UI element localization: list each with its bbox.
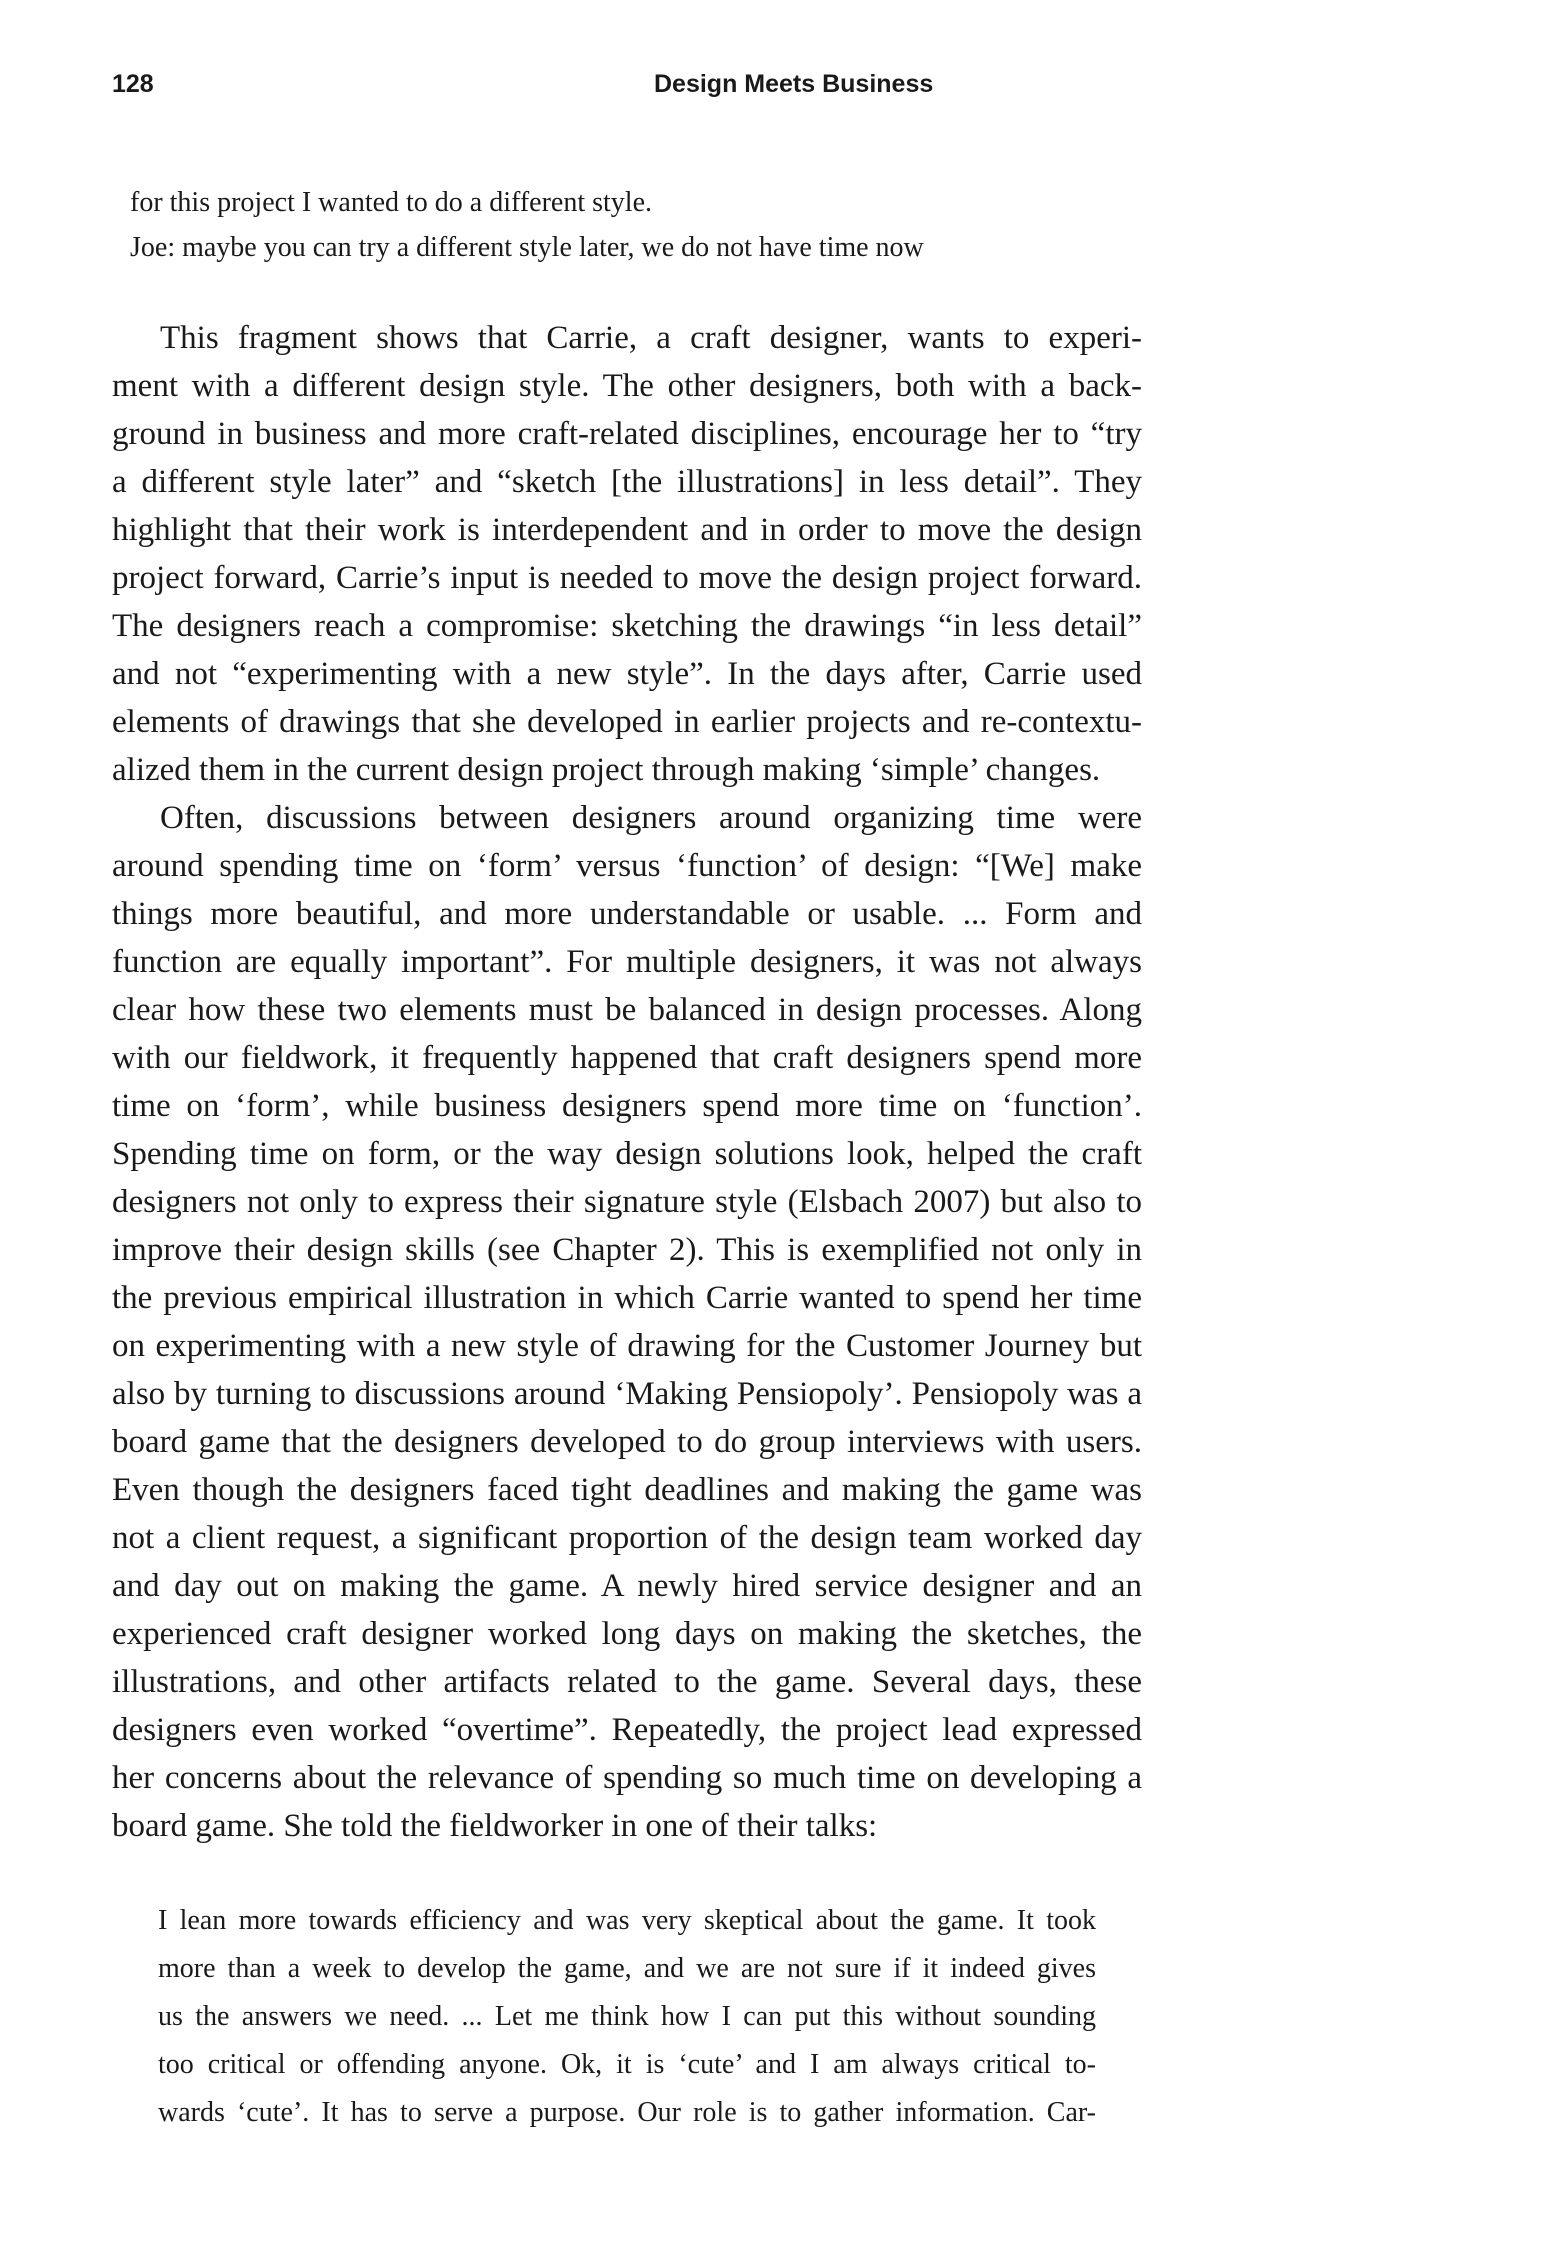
quote-line: too critical or offending anyone. Ok, it is ‘cute’ and I am always critical to-	[158, 2049, 1096, 2080]
paragraph-line: her concerns about the relevance of spending so much time on developing a	[112, 1760, 1142, 1796]
paragraph-line: function are equally important”. For multiple designers, it was not always	[112, 944, 1142, 980]
paragraph-line: around spending time on ‘form’ versus ‘function’ of design: “[We] make	[112, 848, 1142, 884]
paragraph-line: highlight that their work is interdependent and in order to move the design	[112, 512, 1142, 548]
paragraph-line: experienced craft designer worked long days on making the sketches, the	[112, 1616, 1142, 1652]
quote-line: I lean more towards efficiency and was very skeptical about the game. It took	[158, 1905, 1096, 1936]
paragraph-line: illustrations, and other artifacts related to the game. Several days, these	[112, 1664, 1142, 1700]
paragraph-line: Even though the designers faced tight deadlines and making the game was	[112, 1472, 1142, 1508]
paragraph-line: The designers reach a compromise: sketching the drawings “in less detail”	[112, 608, 1142, 644]
paragraph-line: Spending time on form, or the way design solutions look, helped the craft	[112, 1136, 1142, 1172]
paragraph-line: a different style later” and “sketch [the illustrations] in less detail”. They	[112, 464, 1142, 500]
paragraph-line: and not “experimenting with a new style”. In the days after, Carrie used	[112, 656, 1142, 692]
paragraph-line: with our fieldwork, it frequently happened that craft designers spend more	[112, 1040, 1142, 1076]
paragraph-line: designers even worked “overtime”. Repeatedly, the project lead expressed	[112, 1712, 1142, 1748]
page-number: 128	[112, 70, 154, 98]
paragraph-line: This fragment shows that Carrie, a craft designer, wants to experi-	[160, 320, 1142, 356]
paragraph-line: ground in business and more craft-related disciplines, encourage her to “try	[112, 416, 1142, 452]
paragraph-line: on experimenting with a new style of drawing for the Customer Journey but	[112, 1328, 1142, 1364]
paragraph-line: improve their design skills (see Chapter 2). This is exemplified not only in	[112, 1232, 1142, 1268]
paragraph-line: project forward, Carrie’s input is needed to move the design project forward.	[112, 560, 1142, 596]
paragraph-line: ment with a different design style. The other designers, both with a back-	[112, 368, 1142, 404]
paragraph-line: clear how these two elements must be balanced in design processes. Along	[112, 992, 1142, 1028]
paragraph-line: things more beautiful, and more understandable or usable. ... Form and	[112, 896, 1142, 932]
paragraph-line: board game that the designers developed to do group interviews with users.	[112, 1424, 1142, 1460]
quote-line: more than a week to develop the game, and we are not sure if it indeed gives	[158, 1953, 1096, 1984]
paragraph-line: and day out on making the game. A newly hired service designer and an	[112, 1568, 1142, 1604]
dialogue-line: for this project I wanted to do a different style.	[130, 187, 652, 218]
paragraph-line: designers not only to express their signature style (Elsbach 2007) but also to	[112, 1184, 1142, 1220]
paragraph-line: elements of drawings that she developed in earlier projects and re-contextu-	[112, 704, 1142, 740]
quote-line: wards ‘cute’. It has to serve a purpose. Our role is to gather information. Car-	[158, 2097, 1096, 2128]
quote-line: us the answers we need. ... Let me think how I can put this without sounding	[158, 2001, 1096, 2032]
paragraph-line: time on ‘form’, while business designers spend more time on ‘function’.	[112, 1088, 1142, 1124]
running-title: Design Meets Business	[654, 70, 934, 98]
dialogue-line: Joe: maybe you can try a different style later, we do not have time now	[130, 232, 924, 263]
paragraph-line: the previous empirical illustration in which Carrie wanted to spend her time	[112, 1280, 1142, 1316]
paragraph-line: alized them in the current design project through making ‘simple’ changes.	[112, 752, 1101, 788]
paragraph-line: not a client request, a significant proportion of the design team worked day	[112, 1520, 1142, 1556]
paragraph-line: Often, discussions between designers around organizing time were	[160, 800, 1142, 836]
paragraph-line: also by turning to discussions around ‘Making Pensiopoly’. Pensiopoly was a	[112, 1376, 1142, 1412]
paragraph-line: board game. She told the fieldworker in one of their talks:	[112, 1808, 878, 1844]
